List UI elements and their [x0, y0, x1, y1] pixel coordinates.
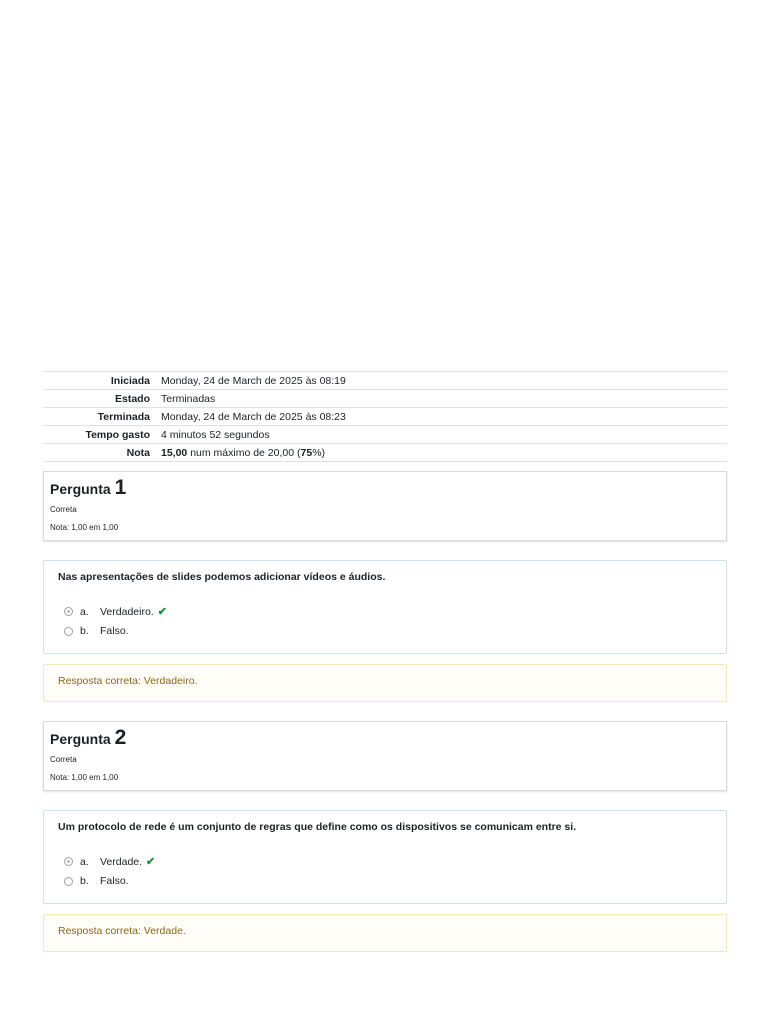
question-info-1	[43, 471, 727, 541]
question-title	[50, 726, 126, 750]
grade-max: num máximo de 20,00 (	[187, 446, 301, 459]
summary-label: Iniciada	[43, 372, 161, 390]
question-title	[50, 476, 126, 500]
answer-text: Falso.	[100, 875, 129, 887]
grade-score: 15,00	[161, 446, 188, 459]
answer-option-a[interactable]	[64, 605, 167, 618]
answer-text: Verdade.	[100, 855, 143, 868]
question-title-label: Pergunta	[50, 481, 115, 497]
summary-label: Terminada	[43, 408, 161, 426]
question-grade: Nota: 1,00 em 1,00	[50, 523, 119, 532]
question-number: 2	[114, 726, 127, 749]
feedback-box-2	[43, 914, 727, 952]
question-grade: Nota: 1,00 em 1,00	[50, 773, 119, 782]
summary-row-started	[43, 372, 727, 390]
question-content-2	[43, 810, 727, 904]
radio-unselected[interactable]	[64, 627, 73, 636]
summary-label: Tempo gasto	[43, 426, 161, 444]
answer-text: Verdadeiro.	[100, 605, 154, 618]
check-icon: ✔	[157, 606, 167, 618]
summary-value: Monday, 24 de March de 2025 às 08:19	[161, 372, 727, 390]
summary-value: Terminadas	[161, 390, 727, 408]
question-state: Correta	[50, 755, 77, 764]
answer-text: Falso.	[100, 625, 129, 637]
summary-label: Estado	[43, 390, 161, 408]
question-state: Correta	[50, 505, 77, 514]
summary-value	[161, 444, 727, 462]
summary-row-state	[43, 390, 727, 408]
question-content-1	[43, 560, 727, 654]
answer-letter: b.	[80, 625, 89, 637]
correct-answer-feedback: Resposta correta: Verdade.	[58, 925, 186, 937]
check-icon: ✔	[146, 856, 156, 868]
correct-answer-feedback: Resposta correta: Verdadeiro.	[58, 675, 198, 687]
answer-letter: a.	[80, 855, 89, 868]
answer-letter: a.	[80, 605, 89, 618]
radio-selected[interactable]	[64, 857, 73, 866]
answer-option-b[interactable]	[64, 625, 129, 637]
attempt-summary-table	[43, 371, 727, 462]
summary-value: 4 minutos 52 segundos	[161, 426, 727, 444]
question-number: 1	[114, 476, 127, 499]
grade-percent-suffix: %)	[312, 446, 326, 459]
radio-unselected[interactable]	[64, 877, 73, 886]
answer-option-b[interactable]	[64, 875, 129, 887]
summary-row-finished	[43, 408, 727, 426]
summary-row-grade	[43, 444, 727, 462]
summary-label: Nota	[43, 444, 161, 462]
summary-value: Monday, 24 de March de 2025 às 08:23	[161, 408, 727, 426]
summary-row-time-taken	[43, 426, 727, 444]
question-title-label: Pergunta	[50, 731, 115, 747]
feedback-box-1	[43, 664, 727, 702]
question-prompt: Um protocolo de rede é um conjunto de regras que define como os dispositivos se comunicam entre si.	[58, 821, 577, 833]
grade-percent: 75	[300, 446, 313, 459]
radio-selected[interactable]	[64, 607, 73, 616]
answer-option-a[interactable]	[64, 855, 155, 868]
answer-letter: b.	[80, 875, 89, 887]
question-prompt: Nas apresentações de slides podemos adicionar vídeos e áudios.	[58, 571, 386, 583]
question-info-2	[43, 721, 727, 791]
